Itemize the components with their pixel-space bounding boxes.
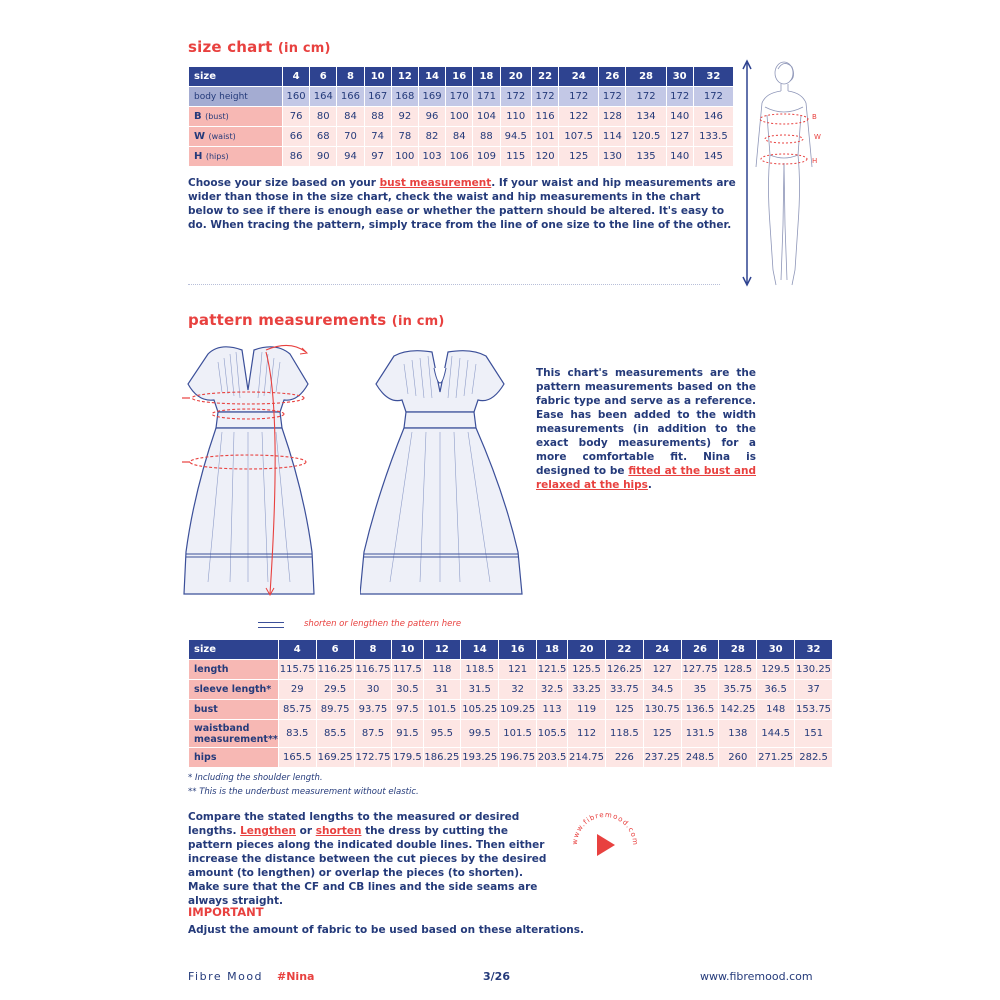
pattern-row-label: hips <box>189 748 279 768</box>
pattern-cell: 125 <box>643 720 681 748</box>
size-row <box>189 147 734 167</box>
pattern-row <box>189 660 833 680</box>
size-cell: 70 <box>337 127 364 147</box>
size-cell: 100 <box>446 107 473 127</box>
size-header-cell: 26 <box>599 67 626 87</box>
pattern-row <box>189 720 833 748</box>
pattern-cell: 105.25 <box>461 700 499 720</box>
size-cell: 172 <box>599 87 626 107</box>
pattern-cell: 118.5 <box>461 660 499 680</box>
size-row-label <box>189 87 283 107</box>
pattern-row-label: bust <box>189 700 279 720</box>
size-cell: 140 <box>666 107 693 127</box>
size-cell: 114 <box>599 127 626 147</box>
size-cell: 125 <box>559 147 599 167</box>
pattern-cell: 101.5 <box>499 720 537 748</box>
size-row <box>189 107 734 127</box>
pattern-cell: 31 <box>423 680 461 700</box>
pattern-cell: 130.25 <box>795 660 833 680</box>
footnote-1: * Including the shoulder length. <box>188 773 323 783</box>
figure-label-b: B <box>812 113 817 121</box>
size-header-cell: 6 <box>310 67 337 87</box>
pattern-cell: 186.25 <box>423 748 461 768</box>
pattern-header-cell: 18 <box>536 640 567 660</box>
pattern-cell: 34.5 <box>643 680 681 700</box>
pattern-cell: 113 <box>536 700 567 720</box>
size-cell: 103 <box>418 147 445 167</box>
pattern-cell: 214.75 <box>568 748 606 768</box>
pattern-cell: 33.25 <box>568 680 606 700</box>
size-cell: 130 <box>599 147 626 167</box>
badge-url-text: www.fibremood.com <box>570 810 640 847</box>
figure-label-h: H <box>812 157 818 165</box>
pattern-row <box>189 700 833 720</box>
size-row-label <box>189 147 283 167</box>
pattern-cell: 85.5 <box>316 720 354 748</box>
pattern-row <box>189 680 833 700</box>
size-row-label-text: H <box>194 151 203 162</box>
pattern-cell: 83.5 <box>278 720 316 748</box>
pattern-cell: 172.75 <box>354 748 392 768</box>
pattern-cell: 89.75 <box>316 700 354 720</box>
pattern-header-cell: 16 <box>499 640 537 660</box>
pattern-header-row <box>189 640 833 660</box>
pattern-cell: 116.25 <box>316 660 354 680</box>
pattern-cell: 117.5 <box>392 660 423 680</box>
pattern-cell: 131.5 <box>681 720 719 748</box>
size-header-cell: 32 <box>693 67 733 87</box>
shorten-link[interactable]: shorten <box>315 825 362 837</box>
size-cell: 88 <box>364 107 391 127</box>
size-cell: 82 <box>418 127 445 147</box>
pattern-cell: 129.5 <box>757 660 795 680</box>
pattern-cell: 30.5 <box>392 680 423 700</box>
size-header-cell: 8 <box>337 67 364 87</box>
pattern-row <box>189 748 833 768</box>
size-row-label-sub: (bust) <box>205 112 229 121</box>
pattern-cell: 126.25 <box>605 660 643 680</box>
size-cell: 134 <box>626 107 666 127</box>
pattern-header-label: size <box>189 640 279 660</box>
pattern-cell: 95.5 <box>423 720 461 748</box>
pattern-unit: (in cm) <box>391 314 445 329</box>
alterations-or: or <box>296 825 316 837</box>
size-cell: 109 <box>473 147 500 167</box>
size-cell: 172 <box>626 87 666 107</box>
size-header-cell: 28 <box>626 67 666 87</box>
pattern-measurements-table <box>188 639 833 768</box>
pattern-cell: 115.75 <box>278 660 316 680</box>
pattern-cell: 118.5 <box>605 720 643 748</box>
size-cell: 106 <box>446 147 473 167</box>
pattern-cell: 165.5 <box>278 748 316 768</box>
size-cell: 84 <box>446 127 473 147</box>
size-cell: 66 <box>283 127 310 147</box>
size-chart-title <box>188 38 331 56</box>
pattern-cell: 203.5 <box>536 748 567 768</box>
pattern-cell: 29 <box>278 680 316 700</box>
size-cell: 97 <box>364 147 391 167</box>
size-header-label: size <box>189 67 283 87</box>
size-cell: 78 <box>391 127 418 147</box>
size-row-label-sub: (hips) <box>205 152 229 161</box>
pattern-header-cell: 8 <box>354 640 392 660</box>
pattern-cell: 91.5 <box>392 720 423 748</box>
legend-text: shorten or lengthen the pattern here <box>304 619 462 629</box>
pattern-cell: 127.75 <box>681 660 719 680</box>
pattern-cell: 138 <box>719 720 757 748</box>
double-line-legend-icon <box>258 622 284 628</box>
size-cell: 166 <box>337 87 364 107</box>
pattern-cell: 121 <box>499 660 537 680</box>
lengthen-link[interactable]: Lengthen <box>240 825 297 837</box>
pattern-cell: 109.25 <box>499 700 537 720</box>
size-cell: 122 <box>559 107 599 127</box>
pattern-cell: 153.75 <box>795 700 833 720</box>
size-cell: 128 <box>599 107 626 127</box>
size-cell: 94 <box>337 147 364 167</box>
size-cell: 135 <box>626 147 666 167</box>
pattern-cell: 125 <box>605 700 643 720</box>
dress-back-illustration <box>360 342 530 604</box>
size-row <box>189 87 734 107</box>
pattern-cell: 33.75 <box>605 680 643 700</box>
play-icon <box>597 834 615 856</box>
footnote-2: ** This is the underbust measurement without elastic. <box>188 787 419 797</box>
instructions-text-1: Choose your size based on your <box>188 177 380 189</box>
footer-url[interactable]: www.fibremood.com <box>700 970 813 983</box>
important-text: Adjust the amount of fabric to be used based on these alterations. <box>188 924 585 936</box>
size-header-cell: 4 <box>283 67 310 87</box>
size-cell: 146 <box>693 107 733 127</box>
pattern-cell: 248.5 <box>681 748 719 768</box>
pattern-cell: 87.5 <box>354 720 392 748</box>
pattern-cell: 85.75 <box>278 700 316 720</box>
pattern-cell: 151 <box>795 720 833 748</box>
pattern-cell: 193.25 <box>461 748 499 768</box>
size-cell: 168 <box>391 87 418 107</box>
pattern-cell: 119 <box>568 700 606 720</box>
pattern-row-label: sleeve length* <box>189 680 279 700</box>
size-header-cell: 12 <box>391 67 418 87</box>
pattern-header-cell: 20 <box>568 640 606 660</box>
size-row-label <box>189 107 283 127</box>
pattern-cell: 130.75 <box>643 700 681 720</box>
pattern-cell: 35.75 <box>719 680 757 700</box>
pattern-cell: 271.25 <box>757 748 795 768</box>
important-heading: IMPORTANT <box>188 905 264 919</box>
pattern-cell: 142.25 <box>719 700 757 720</box>
size-cell: 120.5 <box>626 127 666 147</box>
pattern-description-text: This chart's measurements are the pattern measurements based on the fabric type and serve as a reference. Ease has been added to the width measurements (in addition to the exact body measurements) for a more comfortable fit. Nina is designed to be <box>536 367 756 477</box>
size-cell: 140 <box>666 147 693 167</box>
size-chart-instructions <box>188 176 736 232</box>
size-cell: 172 <box>531 87 558 107</box>
figure-label-w: W <box>814 133 821 141</box>
pattern-header-cell: 26 <box>681 640 719 660</box>
pattern-cell: 31.5 <box>461 680 499 700</box>
size-header-row <box>189 67 734 87</box>
size-cell: 172 <box>500 87 531 107</box>
pattern-cell: 116.75 <box>354 660 392 680</box>
alterations-rest: the dress by cutting the pattern pieces along the indicated double lines. Then either increase the distance between the cut pieces by the desired amount (to lengthen) or overlap the pieces (to shorten). Make sure that the CF and CB lines and the side seams are always straight. <box>188 825 547 907</box>
pattern-cell: 226 <box>605 748 643 768</box>
size-chart-table <box>188 66 734 167</box>
dress-front-illustration <box>178 332 318 604</box>
size-row-label-text: W <box>194 131 206 142</box>
size-cell: 74 <box>364 127 391 147</box>
size-header-cell: 16 <box>446 67 473 87</box>
pattern-cell: 260 <box>719 748 757 768</box>
pattern-cell: 101.5 <box>423 700 461 720</box>
size-header-cell: 18 <box>473 67 500 87</box>
size-cell: 80 <box>310 107 337 127</box>
size-cell: 92 <box>391 107 418 127</box>
pattern-cell: 112 <box>568 720 606 748</box>
pattern-cell: 125.5 <box>568 660 606 680</box>
size-cell: 104 <box>473 107 500 127</box>
pattern-header-cell: 24 <box>643 640 681 660</box>
pattern-cell: 93.75 <box>354 700 392 720</box>
pattern-header-cell: 30 <box>757 640 795 660</box>
size-row <box>189 127 734 147</box>
size-row-label-text: B <box>194 111 202 122</box>
pattern-measurements-title <box>188 311 445 329</box>
size-header-cell: 22 <box>531 67 558 87</box>
pattern-header-cell: 12 <box>423 640 461 660</box>
size-cell: 100 <box>391 147 418 167</box>
pattern-header-cell: 6 <box>316 640 354 660</box>
size-row-label-text: body height <box>194 91 248 102</box>
fitted-bust-link[interactable]: fitted at the bust and relaxed at the hips <box>536 465 756 491</box>
pattern-cell: 196.75 <box>499 748 537 768</box>
footer-tag: #Nina <box>277 970 315 983</box>
size-cell: 101 <box>531 127 558 147</box>
pattern-description-end: . <box>647 479 652 491</box>
size-cell: 116 <box>531 107 558 127</box>
size-cell: 90 <box>310 147 337 167</box>
size-cell: 84 <box>337 107 364 127</box>
size-cell: 127 <box>666 127 693 147</box>
size-row-label-sub: (waist) <box>208 132 236 141</box>
size-cell: 110 <box>500 107 531 127</box>
size-cell: 120 <box>531 147 558 167</box>
pattern-cell: 118 <box>423 660 461 680</box>
pattern-row-label: waistband measurement** <box>189 720 279 748</box>
size-cell: 145 <box>693 147 733 167</box>
size-cell: 169 <box>418 87 445 107</box>
size-cell: 160 <box>283 87 310 107</box>
fibremood-play-badge[interactable] <box>568 808 642 882</box>
pattern-cell: 136.5 <box>681 700 719 720</box>
pattern-cell: 148 <box>757 700 795 720</box>
size-cell: 107.5 <box>559 127 599 147</box>
body-figure-illustration <box>740 55 830 295</box>
size-cell: 86 <box>283 147 310 167</box>
section-divider <box>188 284 720 285</box>
pattern-cell: 179.5 <box>392 748 423 768</box>
pattern-cell: 105.5 <box>536 720 567 748</box>
size-row-label <box>189 127 283 147</box>
size-cell: 96 <box>418 107 445 127</box>
size-cell: 171 <box>473 87 500 107</box>
size-cell: 68 <box>310 127 337 147</box>
pattern-cell: 128.5 <box>719 660 757 680</box>
pattern-header-cell: 4 <box>278 640 316 660</box>
pattern-description <box>536 366 756 492</box>
pattern-cell: 169.25 <box>316 748 354 768</box>
alterations-line-1: Compare the stated lengths to the measured or desired lengths. <box>188 811 520 837</box>
size-cell: 76 <box>283 107 310 127</box>
footer-brand-logo: Fibre Mood <box>188 970 264 983</box>
pattern-cell: 32 <box>499 680 537 700</box>
pattern-title-text: pattern measurements <box>188 311 387 329</box>
size-chart-unit: (in cm) <box>277 41 331 56</box>
pattern-cell: 237.25 <box>643 748 681 768</box>
pattern-cell: 99.5 <box>461 720 499 748</box>
pattern-cell: 37 <box>795 680 833 700</box>
pattern-cell: 282.5 <box>795 748 833 768</box>
size-cell: 115 <box>500 147 531 167</box>
size-cell: 170 <box>446 87 473 107</box>
size-cell: 172 <box>666 87 693 107</box>
pattern-cell: 35 <box>681 680 719 700</box>
size-cell: 133.5 <box>693 127 733 147</box>
pattern-header-cell: 10 <box>392 640 423 660</box>
pattern-header-cell: 32 <box>795 640 833 660</box>
pattern-cell: 30 <box>354 680 392 700</box>
pattern-cell: 29.5 <box>316 680 354 700</box>
footer-page-number: 3/26 <box>483 970 510 983</box>
size-cell: 88 <box>473 127 500 147</box>
pattern-header-cell: 22 <box>605 640 643 660</box>
bust-measurement-link[interactable]: bust measurement <box>379 177 492 189</box>
size-header-cell: 10 <box>364 67 391 87</box>
pattern-cell: 121.5 <box>536 660 567 680</box>
size-cell: 167 <box>364 87 391 107</box>
size-header-cell: 14 <box>418 67 445 87</box>
size-cell: 94.5 <box>500 127 531 147</box>
size-cell: 164 <box>310 87 337 107</box>
size-header-cell: 20 <box>500 67 531 87</box>
pattern-cell: 36.5 <box>757 680 795 700</box>
size-cell: 172 <box>559 87 599 107</box>
size-chart-title-text: size chart <box>188 38 273 56</box>
size-cell: 172 <box>693 87 733 107</box>
pattern-cell: 144.5 <box>757 720 795 748</box>
pattern-cell: 97.5 <box>392 700 423 720</box>
pattern-header-cell: 14 <box>461 640 499 660</box>
pattern-cell: 127 <box>643 660 681 680</box>
size-header-cell: 30 <box>666 67 693 87</box>
pattern-row-label: length <box>189 660 279 680</box>
pattern-cell: 32.5 <box>536 680 567 700</box>
size-header-cell: 24 <box>559 67 599 87</box>
alterations-text <box>188 810 556 908</box>
pattern-header-cell: 28 <box>719 640 757 660</box>
instructions-text-2: . If your waist and hip measurements are wider than those in the size chart, check the waist and hip measurements in the chart below to see if there is enough ease or whether the pattern should be altered. It's easy to do. When tracing the pattern, simply trace from the line of one size to the line of the other. <box>188 177 736 231</box>
